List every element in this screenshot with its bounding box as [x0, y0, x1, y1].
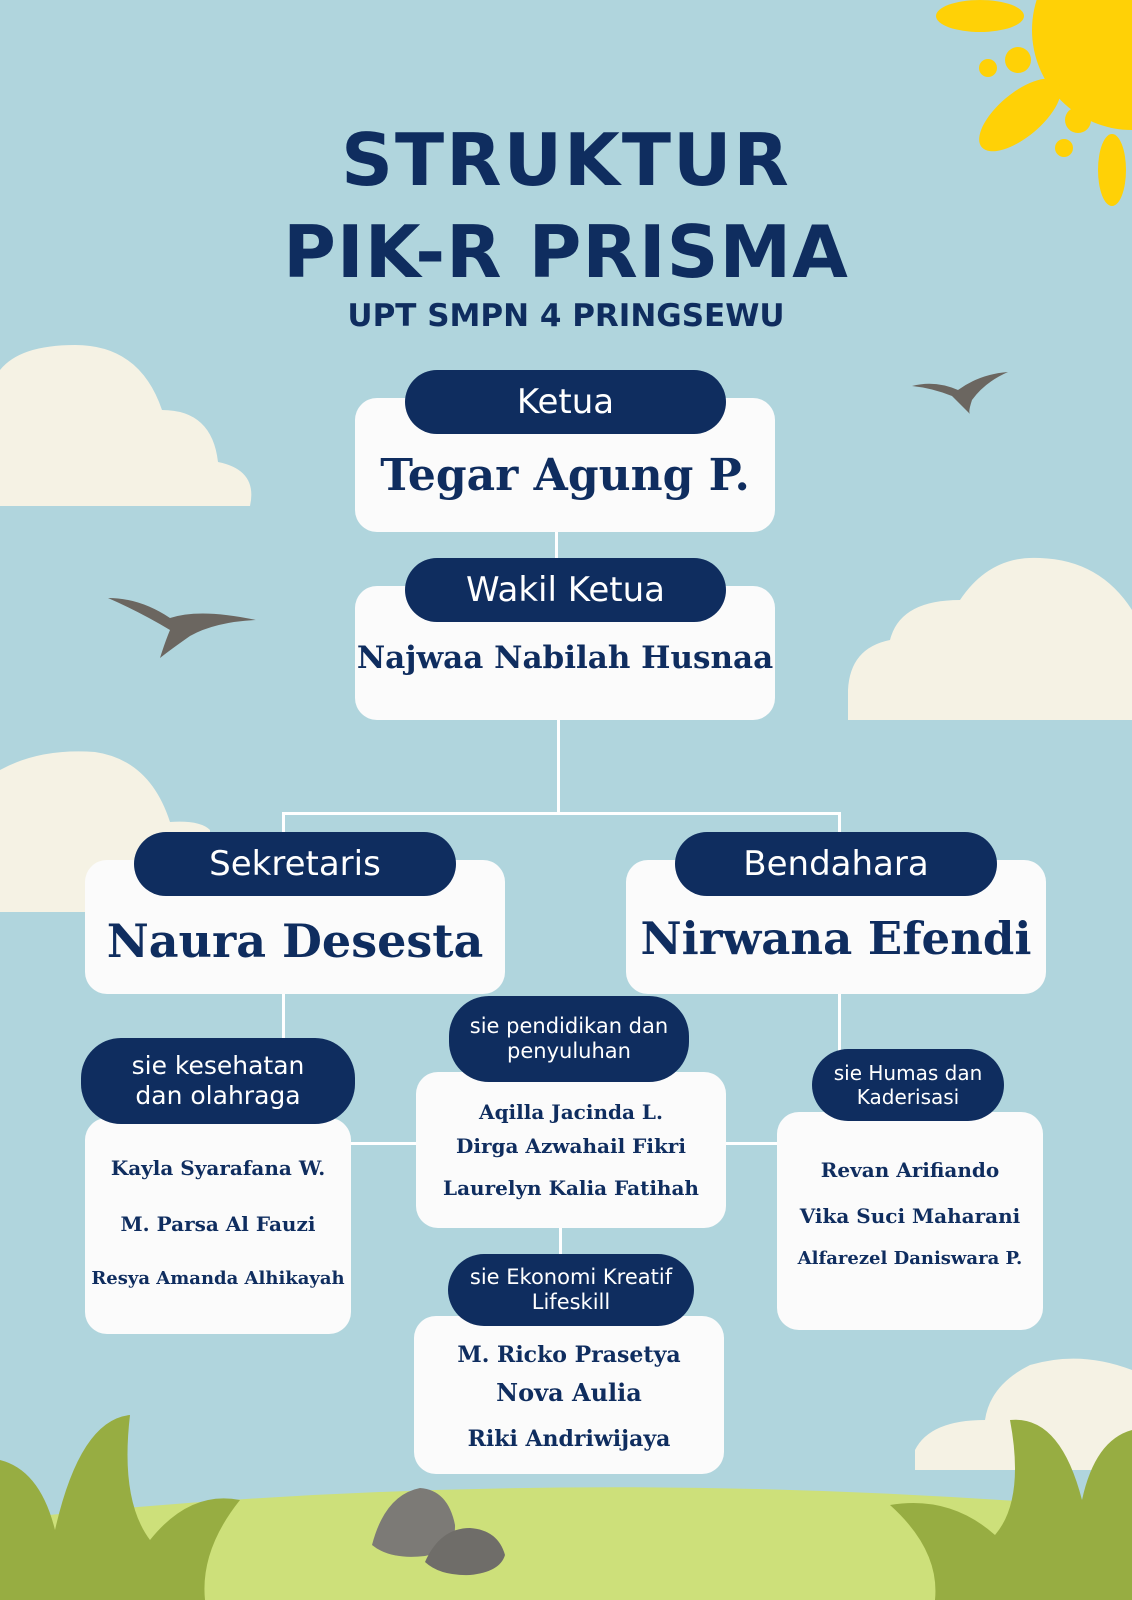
- page-title-line2: PIK-R PRISMA: [283, 210, 849, 294]
- sie-humas-member: Vika Suci Maharani: [799, 1204, 1021, 1228]
- sie-ekonomi-member: M. Ricko Prasetya: [457, 1342, 681, 1368]
- bendahara-name: Nirwana Efendi: [640, 912, 1032, 965]
- connector-line: [282, 812, 285, 832]
- bendahara-role-badge: Bendahara: [675, 832, 997, 896]
- sie-pendidikan-role-badge: [449, 996, 689, 1082]
- connector-line: [282, 992, 285, 1042]
- sie-kesehatan-role-line2: dan olahraga: [135, 1081, 301, 1110]
- sie-humas-member: Revan Arifiando: [820, 1158, 1000, 1182]
- bird-icon: [912, 372, 1008, 414]
- sie-kesehatan-member: Resya Amanda Alhikayah: [91, 1268, 345, 1289]
- ketua-name: Tegar Agung P.: [380, 450, 750, 501]
- sie-ekonomi-role-badge: [448, 1254, 694, 1326]
- sie-pendidikan-role-line1: sie pendidikan dan: [469, 1013, 669, 1038]
- sie-ekonomi-member: Riki Andriwijaya: [467, 1426, 671, 1452]
- sie-humas-role-line2: Kaderisasi: [856, 1085, 960, 1109]
- page-subtitle: UPT SMPN 4 PRINGSEWU: [347, 298, 785, 334]
- sie-pendidikan-role-line2: penyuluhan: [507, 1039, 631, 1063]
- sie-humas-card: [777, 1112, 1043, 1330]
- sie-humas-member: Alfarezel Daniswara P.: [797, 1248, 1023, 1269]
- connector-line: [555, 530, 558, 560]
- sekretaris-name: Naura Desesta: [106, 914, 484, 968]
- cloud-icon: [0, 345, 251, 506]
- connector-line: [838, 992, 841, 1052]
- bird-icon: [108, 598, 256, 658]
- sie-pendidikan-member: Laurelyn Kalia Fatihah: [443, 1176, 699, 1200]
- sie-ekonomi-role-line1: sie Ekonomi Kreatif: [469, 1264, 673, 1289]
- sie-kesehatan-card: [85, 1118, 351, 1334]
- sekretaris-role-badge: Sekretaris: [134, 832, 456, 896]
- sie-kesehatan-role-badge: [81, 1038, 355, 1124]
- bush-icon: [0, 1415, 240, 1600]
- connector-line: [282, 812, 841, 815]
- wakil-ketua-role-badge: Wakil Ketua: [405, 558, 726, 622]
- sie-ekonomi-role-line2: Lifeskill: [531, 1290, 611, 1314]
- sie-ekonomi-card: [414, 1316, 724, 1474]
- sie-ekonomi-member: Nova Aulia: [496, 1378, 642, 1407]
- sie-pendidikan-member: Aqilla Jacinda L.: [479, 1100, 663, 1124]
- sie-kesehatan-role-line1: sie kesehatan: [131, 1051, 305, 1080]
- sie-humas-role-line1: sie Humas dan: [833, 1061, 983, 1085]
- sie-kesehatan-member: Kayla Syarafana W.: [110, 1156, 326, 1180]
- wakil-ketua-name: Najwaa Nabilah Husnaa: [356, 640, 774, 676]
- sie-kesehatan-member: M. Parsa Al Fauzi: [120, 1212, 316, 1236]
- sie-pendidikan-member: Dirga Azwahail Fikri: [456, 1134, 686, 1158]
- connector-line: [557, 718, 560, 814]
- sie-pendidikan-card: [416, 1072, 726, 1228]
- sie-humas-role-badge: [812, 1049, 1004, 1121]
- cloud-icon: [848, 558, 1132, 720]
- connector-line: [838, 812, 841, 832]
- ketua-role-badge: Ketua: [405, 370, 726, 434]
- page-title: STRUKTUR: [341, 118, 791, 202]
